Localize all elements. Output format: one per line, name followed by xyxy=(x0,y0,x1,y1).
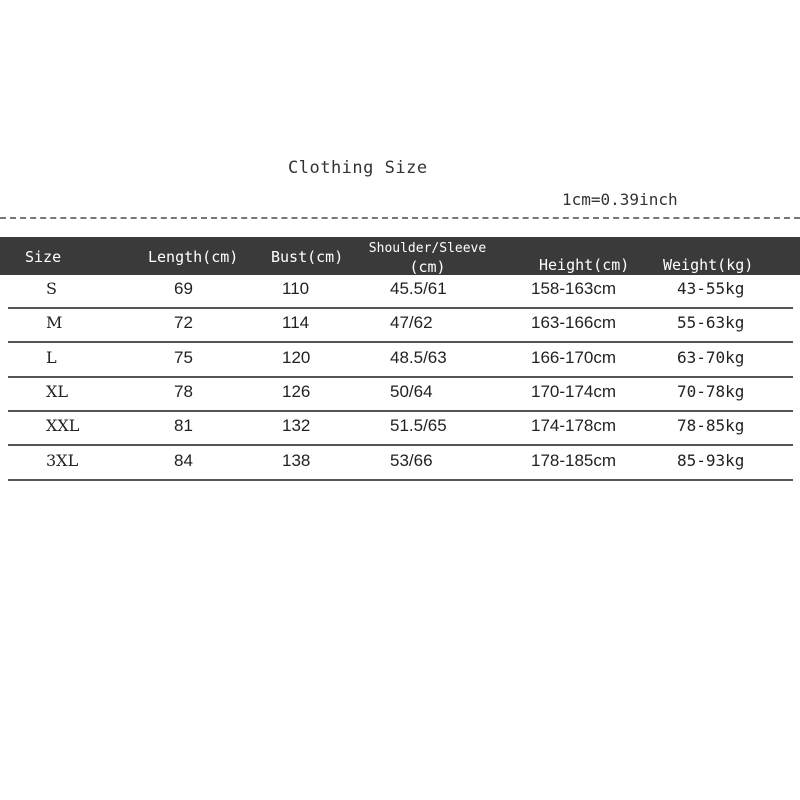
cell-bust: 114 xyxy=(282,313,310,333)
dashed-divider xyxy=(0,217,800,219)
cell-shoulder-sleeve: 50/64 xyxy=(390,381,433,401)
table-row xyxy=(8,342,793,378)
cell-bust: 132 xyxy=(282,416,311,436)
cell-height: 166-170cm xyxy=(531,347,617,367)
cell-weight: 85-93kg xyxy=(677,450,745,470)
cell-length: 81 xyxy=(174,416,193,436)
table-row xyxy=(8,410,793,446)
cell-size: M xyxy=(46,313,63,333)
cell-size: XL xyxy=(46,381,69,401)
table-row xyxy=(8,445,793,481)
cell-bust: 120 xyxy=(282,347,311,367)
cell-shoulder-sleeve: 47/62 xyxy=(390,313,433,333)
cell-weight: 78-85kg xyxy=(677,416,745,436)
cell-size: 3XL xyxy=(46,450,79,470)
header-shoulder-sleeve xyxy=(360,239,495,277)
cell-length: 75 xyxy=(174,347,193,367)
cell-size: XXL xyxy=(46,416,80,436)
cell-size: L xyxy=(46,347,57,367)
cell-height: 174-178cm xyxy=(531,416,617,436)
table-header xyxy=(0,237,800,275)
header-length: Length(cm) xyxy=(148,248,239,266)
cell-height: 163-166cm xyxy=(531,313,617,333)
cell-weight: 43-55kg xyxy=(677,279,745,298)
cell-shoulder-sleeve: 45.5/61 xyxy=(390,279,447,298)
header-bust: Bust(cm) xyxy=(271,248,344,266)
cell-weight: 55-63kg xyxy=(677,313,745,333)
cell-weight: 63-70kg xyxy=(677,347,745,367)
header-weight: Weight(kg) xyxy=(663,256,754,274)
cell-height: 170-174cm xyxy=(531,381,617,401)
cell-shoulder-sleeve: 51.5/65 xyxy=(390,416,447,436)
cell-length: 69 xyxy=(174,279,193,298)
cell-bust: 126 xyxy=(282,381,311,401)
table-row xyxy=(8,376,793,412)
cell-height: 158-163cm xyxy=(531,279,617,298)
header-height: Height(cm) xyxy=(539,256,630,274)
unit-conversion-note: 1cm=0.39inch xyxy=(562,190,678,209)
cell-weight: 70-78kg xyxy=(677,381,745,401)
cell-size: S xyxy=(46,279,57,298)
cell-length: 78 xyxy=(174,381,193,401)
table-row xyxy=(8,307,793,343)
cell-length: 72 xyxy=(174,313,193,333)
table-row xyxy=(8,273,793,309)
cell-shoulder-sleeve: 48.5/63 xyxy=(390,347,447,367)
cell-bust: 138 xyxy=(282,450,311,470)
cell-bust: 110 xyxy=(282,279,310,298)
page-title: Clothing Size xyxy=(288,158,428,178)
header-size: Size xyxy=(25,248,62,266)
header-shoulder-line1: Shoulder/Sleeve xyxy=(368,241,487,256)
cell-length: 84 xyxy=(174,450,193,470)
cell-height: 178-185cm xyxy=(531,450,617,470)
cell-shoulder-sleeve: 53/66 xyxy=(390,450,433,470)
header-shoulder-line2: (cm) xyxy=(409,258,446,276)
